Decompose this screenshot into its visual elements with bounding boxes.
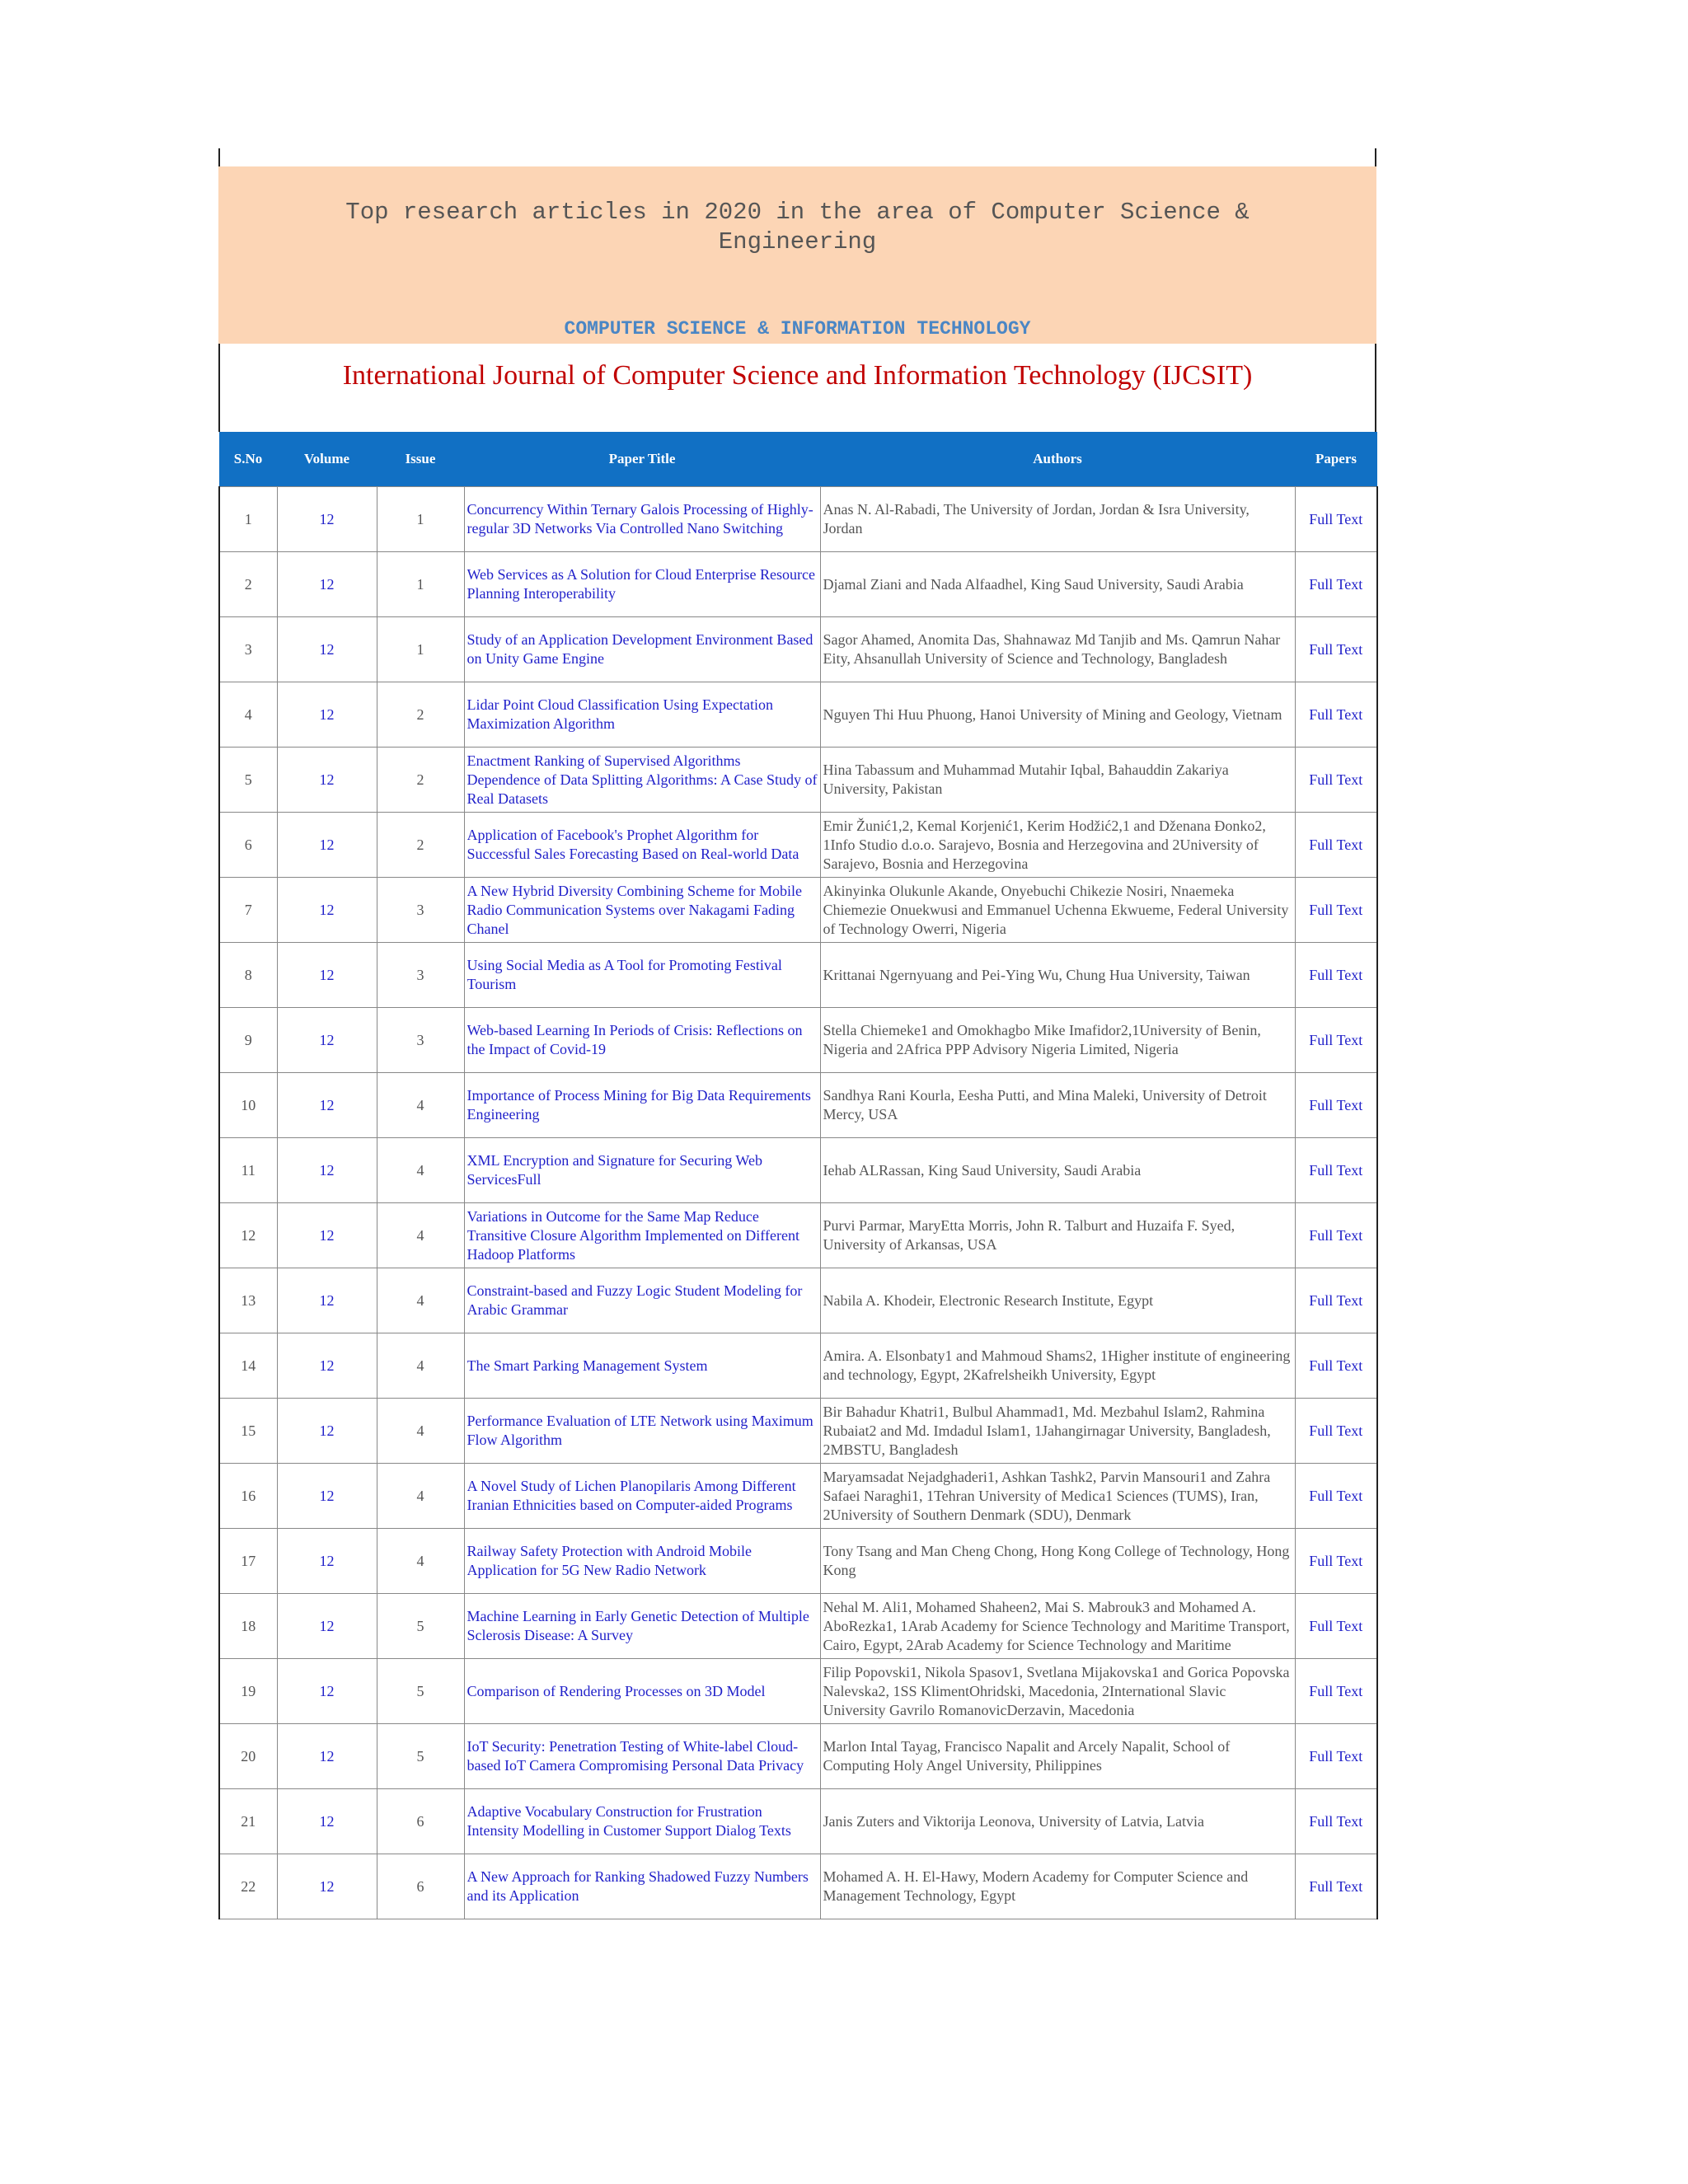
- row-number: 22: [219, 1854, 277, 1919]
- paper-authors: Nehal M. Ali1, Mohamed Shaheen2, Mai S. Mabrouk3 and Mohamed A. AboRezka1, 1Arab Academy for Science Technology and Maritime Transport, Cairo, Egypt, 2Arab Academy for Science Technology and Maritime: [823, 1598, 1290, 1653]
- paper-title-link[interactable]: Constraint-based and Fuzzy Logic Student Modeling for Arabic Grammar: [467, 1282, 803, 1318]
- table-row: [219, 1268, 1377, 1333]
- row-issue: 4: [377, 1268, 464, 1333]
- paper-title-link[interactable]: Study of an Application Development Environment Based on Unity Game Engine: [467, 631, 814, 667]
- paper-authors: Marlon Intal Tayag, Francisco Napalit and Arcely Napalit, School of Computing Holy Angel University, Philippines: [823, 1738, 1231, 1774]
- table-row: [219, 1073, 1377, 1138]
- row-issue: 2: [377, 813, 464, 878]
- table-row: [219, 1854, 1377, 1919]
- row-authors-cell: [820, 1333, 1295, 1399]
- row-issue: 2: [377, 682, 464, 748]
- frame-line-right: [1375, 148, 1376, 166]
- header-banner: [218, 166, 1376, 344]
- row-issue: 6: [377, 1789, 464, 1854]
- row-volume: 12: [277, 878, 377, 943]
- full-text-link[interactable]: Full Text: [1295, 748, 1377, 813]
- full-text-link[interactable]: Full Text: [1295, 1399, 1377, 1464]
- row-number: 18: [219, 1594, 277, 1659]
- paper-title-link[interactable]: A New Approach for Ranking Shadowed Fuzzy Numbers and its Application: [467, 1868, 809, 1904]
- paper-authors: Purvi Parmar, MaryEtta Morris, John R. Talburt and Huzaifa F. Syed, University of Arkansas, USA: [823, 1217, 1236, 1253]
- paper-title-link[interactable]: Machine Learning in Early Genetic Detection of Multiple Sclerosis Disease: A Survey: [467, 1608, 809, 1643]
- paper-title-link[interactable]: Importance of Process Mining for Big Data Requirements Engineering: [467, 1087, 811, 1122]
- row-authors-cell: [820, 1268, 1295, 1333]
- full-text-link[interactable]: Full Text: [1295, 1464, 1377, 1529]
- row-authors-cell: [820, 487, 1295, 552]
- row-paper-title-cell: [464, 878, 820, 943]
- row-number: 21: [219, 1789, 277, 1854]
- header-sno: S.No: [219, 432, 277, 487]
- row-volume: 12: [277, 1333, 377, 1399]
- full-text-link[interactable]: Full Text: [1295, 1203, 1377, 1268]
- row-volume: 12: [277, 1724, 377, 1789]
- paper-authors: Nabila A. Khodeir, Electronic Research Institute, Egypt: [823, 1291, 1154, 1309]
- row-paper-title-cell: [464, 682, 820, 748]
- table-row: [219, 878, 1377, 943]
- row-authors-cell: [820, 878, 1295, 943]
- paper-authors: Tony Tsang and Man Cheng Chong, Hong Kong College of Technology, Hong Kong: [823, 1543, 1290, 1578]
- table-row: [219, 748, 1377, 813]
- row-issue: 1: [377, 487, 464, 552]
- table-row: [219, 1138, 1377, 1203]
- row-authors-cell: [820, 1659, 1295, 1724]
- row-paper-title-cell: [464, 1203, 820, 1268]
- banner-subtitle: COMPUTER SCIENCE & INFORMATION TECHNOLOGY: [564, 318, 1031, 340]
- row-number: 16: [219, 1464, 277, 1529]
- full-text-link[interactable]: Full Text: [1295, 1008, 1377, 1073]
- row-issue: 5: [377, 1724, 464, 1789]
- table-row: [219, 1659, 1377, 1724]
- row-volume: 12: [277, 1203, 377, 1268]
- full-text-link[interactable]: Full Text: [1295, 1333, 1377, 1399]
- table-row: [219, 813, 1377, 878]
- journal-name: International Journal of Computer Science and Information Technology (IJCSIT): [342, 360, 1253, 391]
- row-paper-title-cell: [464, 813, 820, 878]
- row-paper-title-cell: [464, 1529, 820, 1594]
- row-volume: 12: [277, 1138, 377, 1203]
- table-row: [219, 1594, 1377, 1659]
- row-number: 12: [219, 1203, 277, 1268]
- full-text-link[interactable]: Full Text: [1295, 1659, 1377, 1724]
- table-row: [219, 943, 1377, 1008]
- paper-title-link[interactable]: Web Services as A Solution for Cloud Enterprise Resource Planning Interoperability: [467, 566, 815, 602]
- full-text-link[interactable]: Full Text: [1295, 1268, 1377, 1333]
- full-text-link[interactable]: Full Text: [1295, 1529, 1377, 1594]
- row-number: 10: [219, 1073, 277, 1138]
- paper-authors: Filip Popovski1, Nikola Spasov1, Svetlana Mijakovska1 and Gorica Popovska Nalevska2, 1SS KlimentOhridski, Macedonia, 2International Slavic University Gavrilo RomanovicDerzavin, Macedonia: [823, 1663, 1290, 1718]
- row-issue: 4: [377, 1203, 464, 1268]
- paper-title-link[interactable]: The Smart Parking Management System: [467, 1357, 708, 1374]
- row-volume: 12: [277, 1594, 377, 1659]
- header-issue: Issue: [377, 432, 464, 487]
- row-paper-title-cell: [464, 1333, 820, 1399]
- row-authors-cell: [820, 1203, 1295, 1268]
- table-row: [219, 1333, 1377, 1399]
- row-paper-title-cell: [464, 1724, 820, 1789]
- table-row: [219, 1399, 1377, 1464]
- row-paper-title-cell: [464, 487, 820, 552]
- paper-authors: Djamal Ziani and Nada Alfaadhel, King Saud University, Saudi Arabia: [823, 575, 1244, 593]
- full-text-link[interactable]: Full Text: [1295, 1854, 1377, 1919]
- full-text-link[interactable]: Full Text: [1295, 943, 1377, 1008]
- full-text-link[interactable]: Full Text: [1295, 552, 1377, 617]
- table-row: [219, 1724, 1377, 1789]
- row-issue: 3: [377, 943, 464, 1008]
- table-row: [219, 1529, 1377, 1594]
- paper-authors: Hina Tabassum and Muhammad Mutahir Iqbal, Bahauddin Zakariya University, Pakistan: [823, 762, 1229, 797]
- paper-title-link[interactable]: Application of Facebook's Prophet Algorithm for Successful Sales Forecasting Based on Real-world Data: [467, 827, 799, 862]
- row-authors-cell: [820, 1854, 1295, 1919]
- row-paper-title-cell: [464, 943, 820, 1008]
- paper-title-link[interactable]: IoT Security: Penetration Testing of White-label Cloud-based IoT Camera Compromising Personal Data Privacy: [467, 1738, 804, 1774]
- row-paper-title-cell: [464, 1789, 820, 1854]
- row-paper-title-cell: [464, 552, 820, 617]
- row-paper-title-cell: [464, 1008, 820, 1073]
- row-authors-cell: [820, 1399, 1295, 1464]
- row-authors-cell: [820, 943, 1295, 1008]
- paper-title-link[interactable]: Using Social Media as A Tool for Promoting Festival Tourism: [467, 957, 782, 992]
- row-paper-title-cell: [464, 617, 820, 682]
- row-authors-cell: [820, 682, 1295, 748]
- row-volume: 12: [277, 1073, 377, 1138]
- row-paper-title-cell: [464, 1399, 820, 1464]
- row-issue: 1: [377, 617, 464, 682]
- row-volume: 12: [277, 1854, 377, 1919]
- row-volume: 12: [277, 1464, 377, 1529]
- row-volume: 12: [277, 943, 377, 1008]
- row-paper-title-cell: [464, 1659, 820, 1724]
- table-row: [219, 552, 1377, 617]
- full-text-link[interactable]: Full Text: [1295, 1073, 1377, 1138]
- row-paper-title-cell: [464, 748, 820, 813]
- paper-authors: Emir Žunić1,2, Kemal Korjenić1, Kerim Hodžić2,1 and Dženana Đonko2, 1Info Studio d.o.o. Sarajevo, Bosnia and Herzegovina and 2University of Sarajevo, Bosnia and Herzegovina: [823, 817, 1266, 872]
- row-number: 3: [219, 617, 277, 682]
- row-volume: 12: [277, 552, 377, 617]
- row-number: 6: [219, 813, 277, 878]
- table-row: [219, 487, 1377, 552]
- full-text-link[interactable]: Full Text: [1295, 617, 1377, 682]
- row-issue: 4: [377, 1464, 464, 1529]
- row-issue: 1: [377, 552, 464, 617]
- paper-title-link[interactable]: Performance Evaluation of LTE Network using Maximum Flow Algorithm: [467, 1413, 814, 1448]
- table-row: [219, 1464, 1377, 1529]
- paper-authors: Anas N. Al-Rabadi, The University of Jordan, Jordan & Isra University, Jordan: [823, 501, 1250, 537]
- row-paper-title-cell: [464, 1464, 820, 1529]
- row-number: 7: [219, 878, 277, 943]
- row-issue: 5: [377, 1594, 464, 1659]
- row-authors-cell: [820, 1789, 1295, 1854]
- paper-title-link[interactable]: Railway Safety Protection with Android Mobile Application for 5G New Radio Network: [467, 1543, 752, 1578]
- row-issue: 5: [377, 1659, 464, 1724]
- paper-authors: Janis Zuters and Viktorija Leonova, University of Latvia, Latvia: [823, 1812, 1204, 1830]
- full-text-link[interactable]: Full Text: [1295, 487, 1377, 552]
- full-text-link[interactable]: Full Text: [1295, 1789, 1377, 1854]
- full-text-link[interactable]: Full Text: [1295, 1724, 1377, 1789]
- row-volume: 12: [277, 1529, 377, 1594]
- row-authors-cell: [820, 552, 1295, 617]
- paper-title-link[interactable]: A Novel Study of Lichen Planopilaris Among Different Iranian Ethnicities based on Computer-aided Programs: [467, 1478, 796, 1513]
- row-authors-cell: [820, 1724, 1295, 1789]
- row-volume: 12: [277, 487, 377, 552]
- paper-authors: Amira. A. Elsonbaty1 and Mahmoud Shams2, 1Higher institute of engineering and technology, Egypt, 2Kafrelsheikh University, Egypt: [823, 1347, 1291, 1383]
- row-authors-cell: [820, 1464, 1295, 1529]
- header-papers: Papers: [1295, 432, 1377, 487]
- header-volume: Volume: [277, 432, 377, 487]
- paper-title-link[interactable]: Lidar Point Cloud Classification Using Expectation Maximization Algorithm: [467, 696, 773, 732]
- row-issue: 4: [377, 1073, 464, 1138]
- row-number: 9: [219, 1008, 277, 1073]
- row-issue: 4: [377, 1138, 464, 1203]
- row-volume: 12: [277, 1008, 377, 1073]
- full-text-link[interactable]: Full Text: [1295, 1594, 1377, 1659]
- row-issue: 3: [377, 1008, 464, 1073]
- row-authors-cell: [820, 1138, 1295, 1203]
- paper-authors: Nguyen Thi Huu Phuong, Hanoi University of Mining and Geology, Vietnam: [823, 705, 1282, 723]
- row-issue: 3: [377, 878, 464, 943]
- row-paper-title-cell: [464, 1138, 820, 1203]
- row-issue: 4: [377, 1333, 464, 1399]
- paper-authors: Krittanai Ngernyuang and Pei-Ying Wu, Chung Hua University, Taiwan: [823, 966, 1250, 983]
- row-number: 8: [219, 943, 277, 1008]
- row-issue: 6: [377, 1854, 464, 1919]
- full-text-link[interactable]: Full Text: [1295, 682, 1377, 748]
- table-row: [219, 1789, 1377, 1854]
- paper-authors: Iehab ALRassan, King Saud University, Saudi Arabia: [823, 1161, 1142, 1179]
- row-authors-cell: [820, 1529, 1295, 1594]
- row-authors-cell: [820, 1008, 1295, 1073]
- journal-header: [218, 344, 1376, 432]
- row-paper-title-cell: [464, 1268, 820, 1333]
- row-number: 13: [219, 1268, 277, 1333]
- row-authors-cell: [820, 1073, 1295, 1138]
- paper-title-link[interactable]: Web-based Learning In Periods of Crisis: Reflections on the Impact of Covid-19: [467, 1022, 803, 1057]
- header-authors: Authors: [820, 432, 1295, 487]
- row-volume: 12: [277, 1789, 377, 1854]
- row-volume: 12: [277, 1659, 377, 1724]
- row-number: 11: [219, 1138, 277, 1203]
- paper-title-link[interactable]: Concurrency Within Ternary Galois Processing of Highly-regular 3D Networks Via Controlled Nano Switching: [467, 501, 814, 537]
- row-issue: 2: [377, 748, 464, 813]
- row-volume: 12: [277, 1268, 377, 1333]
- header-paper-title: Paper Title: [464, 432, 820, 487]
- row-authors-cell: [820, 748, 1295, 813]
- row-authors-cell: [820, 617, 1295, 682]
- row-number: 1: [219, 487, 277, 552]
- paper-authors: Sagor Ahamed, Anomita Das, Shahnawaz Md Tanjib and Ms. Qamrun Nahar Eity, Ahsanullah University of Science and Technology, Bangladesh: [823, 631, 1281, 667]
- row-number: 15: [219, 1399, 277, 1464]
- row-authors-cell: [820, 813, 1295, 878]
- paper-authors: Sandhya Rani Kourla, Eesha Putti, and Mina Maleki, University of Detroit Mercy, USA: [823, 1087, 1267, 1122]
- paper-authors: Maryamsadat Nejadghaderi1, Ashkan Tashk2, Parvin Mansouri1 and Zahra Safaei Naraghi1, 1Tehran University of Medica1 Sciences (TUMS), Iran, 2University of Southern Denmark (SDU), Denmark: [823, 1468, 1271, 1523]
- paper-title-link[interactable]: XML Encryption and Signature for Securing Web ServicesFull: [467, 1152, 762, 1188]
- row-volume: 12: [277, 617, 377, 682]
- table-row: [219, 1203, 1377, 1268]
- full-text-link[interactable]: Full Text: [1295, 813, 1377, 878]
- paper-title-link[interactable]: Adaptive Vocabulary Construction for Frustration Intensity Modelling in Customer Support Dialog Texts: [467, 1803, 791, 1839]
- full-text-link[interactable]: Full Text: [1295, 878, 1377, 943]
- row-authors-cell: [820, 1594, 1295, 1659]
- row-number: 4: [219, 682, 277, 748]
- row-number: 20: [219, 1724, 277, 1789]
- row-number: 19: [219, 1659, 277, 1724]
- row-volume: 12: [277, 682, 377, 748]
- row-paper-title-cell: [464, 1594, 820, 1659]
- banner-title: Top research articles in 2020 in the area of Computer Science & Engineering: [345, 199, 1250, 255]
- table-row: [219, 617, 1377, 682]
- row-number: 14: [219, 1333, 277, 1399]
- table-body: [219, 487, 1377, 1919]
- row-volume: 12: [277, 813, 377, 878]
- row-issue: 4: [377, 1399, 464, 1464]
- row-number: 2: [219, 552, 277, 617]
- paper-authors: Mohamed A. H. El-Hawy, Modern Academy for Computer Science and Management Technology, Egypt: [823, 1868, 1249, 1904]
- row-paper-title-cell: [464, 1073, 820, 1138]
- row-issue: 4: [377, 1529, 464, 1594]
- table-row: [219, 1008, 1377, 1073]
- row-number: 5: [219, 748, 277, 813]
- paper-title-link[interactable]: Enactment Ranking of Supervised Algorithms Dependence of Data Splitting Algorithms: A Case Study of Real Datasets: [467, 752, 818, 807]
- row-number: 17: [219, 1529, 277, 1594]
- paper-title-link[interactable]: Comparison of Rendering Processes on 3D Model: [467, 1682, 766, 1699]
- paper-authors: Akinyinka Olukunle Akande, Onyebuchi Chikezie Nosiri, Nnaemeka Chiemezie Onuekwusi and Emmanuel Uchenna Ekwueme, Federal University of Technology Owerri, Nigeria: [823, 882, 1289, 937]
- row-paper-title-cell: [464, 1854, 820, 1919]
- paper-title-link[interactable]: A New Hybrid Diversity Combining Scheme for Mobile Radio Communication Systems over Nakagami Fading Chanel: [467, 882, 802, 937]
- paper-title-link[interactable]: Variations in Outcome for the Same Map Reduce Transitive Closure Algorithm Implemented on Different Hadoop Platforms: [467, 1207, 799, 1263]
- row-volume: 12: [277, 1399, 377, 1464]
- paper-authors: Stella Chiemeke1 and Omokhagbo Mike Imafidor2,1University of Benin, Nigeria and 2Africa PPP Advisory Nigeria Limited, Nigeria: [823, 1022, 1261, 1057]
- row-volume: 12: [277, 748, 377, 813]
- full-text-link[interactable]: Full Text: [1295, 1138, 1377, 1203]
- paper-authors: Bir Bahadur Khatri1, Bulbul Ahammad1, Md. Mezbahul Islam2, Rahmina Rubaiat2 and Md. Imdadul Islam1, 1Jahangirnagar University, Bangladesh, 2MBSTU, Bangladesh: [823, 1403, 1271, 1458]
- frame-line-left: [218, 148, 220, 166]
- table-row: [219, 682, 1377, 748]
- table-header-row: [219, 432, 1377, 487]
- articles-table: [218, 432, 1378, 1919]
